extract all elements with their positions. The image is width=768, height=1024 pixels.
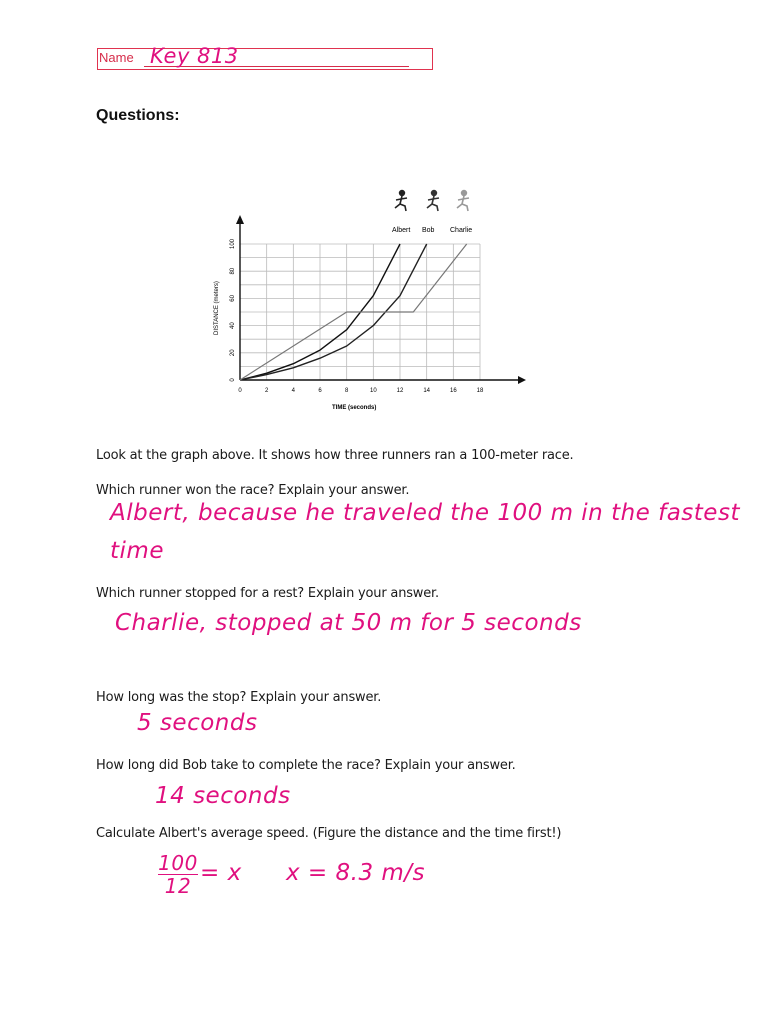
x-axis-label: TIME (seconds): [332, 405, 377, 411]
x-tick-labels: [238, 388, 484, 394]
fraction-numerator: 100: [158, 851, 198, 875]
x-tick-label: 16: [449, 388, 457, 394]
y-tick-label: 100: [230, 238, 236, 250]
answer-4: 14 seconds: [155, 783, 291, 809]
x-tick-label: 10: [369, 388, 377, 394]
question-3: How long was the stop? Explain your answer.: [96, 690, 382, 705]
y-tick-labels: [230, 238, 236, 381]
charlie-runner-icon: [457, 191, 469, 211]
x-tick-label: 4: [291, 388, 296, 394]
y-axis-label: DISTANCE (meters): [214, 281, 220, 335]
charlie-label: Charlie: [450, 227, 473, 234]
question-5: Calculate Albert's average speed. (Figure the distance and the time first!): [96, 826, 562, 841]
y-tick-label: 80: [230, 267, 236, 275]
answer-2: Charlie, stopped at 50 m for 5 seconds: [115, 610, 582, 636]
y-tick-label: 20: [230, 349, 236, 357]
y-tick-label: 40: [230, 322, 236, 329]
race-chart: [200, 180, 530, 420]
name-label: Name: [99, 50, 134, 65]
name-value: Key 813: [150, 44, 239, 68]
answer-5-fraction: [158, 852, 198, 897]
answer-1-line-2: time: [110, 538, 164, 564]
x-tick-label: 14: [423, 388, 431, 394]
question-4: How long did Bob take to complete the race? Explain your answer.: [96, 758, 516, 773]
x-axis-arrow: [518, 376, 526, 384]
answer-5-equation-left: = x: [200, 860, 242, 886]
bob-label: Bob: [422, 227, 435, 234]
x-tick-label: 8: [344, 388, 349, 394]
x-tick-label: 2: [264, 388, 269, 394]
x-tick-label: 6: [318, 388, 322, 394]
y-tick-label: 0: [230, 378, 236, 382]
fraction-denominator: 12: [164, 874, 192, 898]
answer-1-line-1: Albert, because he traveled the 100 m in the fastest: [110, 500, 740, 526]
y-tick-label: 60: [230, 295, 236, 302]
x-tick-label: 0: [238, 388, 242, 394]
albert-runner-icon: [395, 191, 407, 211]
bob-runner-icon: [427, 191, 439, 211]
question-2: Which runner stopped for a rest? Explain your answer.: [96, 586, 439, 601]
x-tick-label: 18: [476, 388, 484, 394]
questions-heading: Questions:: [96, 107, 180, 124]
x-tick-label: 12: [396, 388, 404, 394]
intro-text: Look at the graph above. It shows how three runners ran a 100-meter race.: [96, 448, 574, 463]
question-1: Which runner won the race? Explain your answer.: [96, 483, 410, 498]
albert-label: Albert: [392, 227, 411, 234]
answer-3: 5 seconds: [137, 710, 258, 736]
chart-axes: [236, 215, 526, 384]
answer-5-result: x = 8.3 m/s: [286, 860, 426, 886]
y-axis-arrow: [236, 215, 244, 224]
